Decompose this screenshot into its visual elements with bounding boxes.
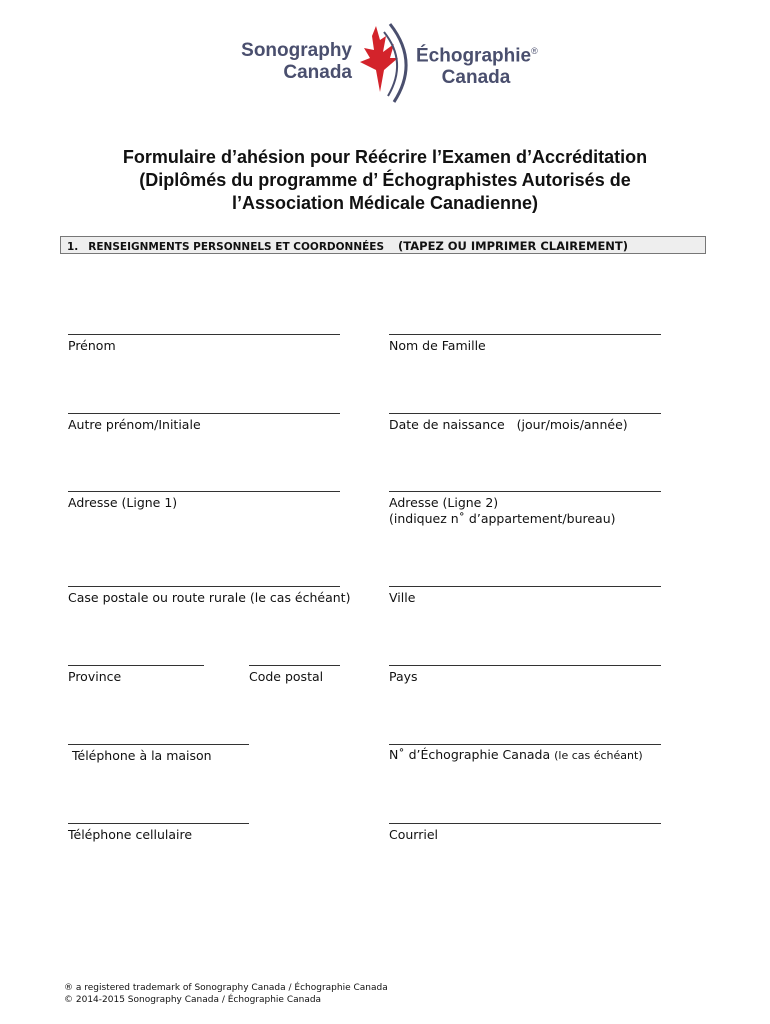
code-postal-field[interactable] <box>249 665 340 666</box>
adresse2-field[interactable] <box>389 491 661 492</box>
prenom-label: Prénom <box>68 338 116 353</box>
pays-field[interactable] <box>389 665 661 666</box>
ville-field[interactable] <box>389 586 661 587</box>
nom-famille-label: Nom de Famille <box>389 338 486 353</box>
registered-mark: ® <box>531 46 538 56</box>
logo-fr-line2: Canada <box>441 67 511 89</box>
numero-echo-field[interactable] <box>389 744 661 745</box>
date-naissance-field[interactable] <box>389 413 661 414</box>
footer <box>64 982 388 1006</box>
title-line3: l’Association Médicale Canadienne) <box>231 193 539 213</box>
courriel-field[interactable] <box>389 823 661 824</box>
case-postale-field[interactable] <box>68 586 340 587</box>
autre-prenom-field[interactable] <box>68 413 340 414</box>
section-number: 1. <box>67 241 79 253</box>
courriel-label: Courriel <box>389 827 438 842</box>
footer-trademark-text: a registered trademark of Sonography Canada / Échographie Canada <box>73 983 388 993</box>
footer-copyright <box>64 994 388 1006</box>
maple-leaf-shape <box>360 26 398 92</box>
logo-fr-line1: Échographie <box>416 45 532 67</box>
ville-label: Ville <box>389 590 416 605</box>
case-postale-label: Case postale ou route rurale (le cas échéant) <box>68 590 351 605</box>
prenom-field[interactable] <box>68 334 340 335</box>
tel-maison-field[interactable] <box>68 744 249 745</box>
nom-famille-field[interactable] <box>389 334 661 335</box>
date-naissance-label <box>389 417 628 433</box>
section-heading: RENSEIGNMENTS PERSONNELS ET COORDONNÉES <box>88 241 385 253</box>
date-format-hint: (jour/mois/année) <box>516 417 628 432</box>
footer-copyright-text: 2014-2015 Sonography Canada / Échographie Canada <box>73 995 322 1005</box>
province-field[interactable] <box>68 665 204 666</box>
footer-copyright-mark: © <box>64 995 73 1005</box>
numero-echo-text: N˚ d’Échographie Canada <box>389 747 551 762</box>
title-line1: Formulaire d’ahésion pour Réécrire l’Examen d’Accréditation <box>122 147 648 167</box>
logo-text-english <box>232 40 352 84</box>
numero-echo-label <box>389 747 643 764</box>
maple-leaf-icon <box>350 18 416 106</box>
logo-en-line2: Canada <box>283 62 352 83</box>
title-line2: (Diplômés du programme d’ Échographistes Autorisés de <box>139 170 631 190</box>
footer-trademark <box>64 982 388 994</box>
tel-cellulaire-field[interactable] <box>68 823 249 824</box>
tel-cellulaire-label: Téléphone cellulaire <box>68 827 193 842</box>
section-header <box>60 236 706 254</box>
province-label: Province <box>68 669 122 684</box>
adresse2-hint: (indiquez n˚ d’appartement/bureau) <box>389 511 616 526</box>
logo-en-line1: Sonography <box>241 40 352 61</box>
autre-prenom-label: Autre prénom/Initiale <box>68 417 201 432</box>
section-instruction: (TAPEZ OU IMPRIMER CLAIREMENT) <box>398 239 629 253</box>
pays-label: Pays <box>389 669 418 684</box>
form-title <box>60 146 710 215</box>
adresse2-label: Adresse (Ligne 2) <box>389 495 499 510</box>
date-naissance-text: Date de naissance <box>389 417 505 432</box>
logo-arc-outer <box>390 24 406 102</box>
logo-text-french <box>416 40 536 89</box>
tel-maison-label: Téléphone à la maison <box>72 748 212 763</box>
adresse1-field[interactable] <box>68 491 340 492</box>
code-postal-label: Code postal <box>249 669 324 684</box>
footer-trademark-mark: ® <box>64 983 73 993</box>
numero-echo-hint: (le cas échéant) <box>554 749 643 762</box>
adresse1-label: Adresse (Ligne 1) <box>68 495 178 510</box>
